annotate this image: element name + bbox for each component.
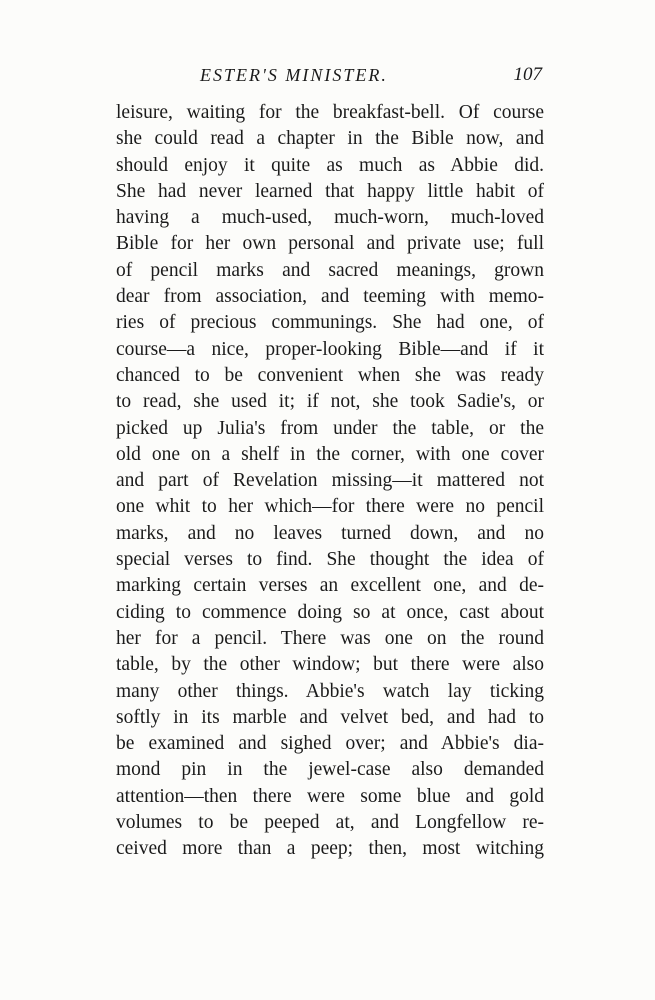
- text-line: to read, she used it; if not, she took Sadie's, or: [116, 391, 544, 413]
- text-line: leisure, waiting for the breakfast-bell. Of course: [116, 102, 544, 123]
- text-line: one whit to her which—for there were no pencil: [116, 496, 544, 518]
- text-line: her for a pencil. There was one on the round: [116, 627, 544, 649]
- text-line: ries of precious communings. She had one, of: [116, 312, 544, 334]
- page-number: 107: [513, 64, 542, 85]
- text-line: picked up Julia's from under the table, or the: [116, 417, 544, 439]
- text-line: marks, and no leaves turned down, and no: [116, 522, 544, 544]
- text-line: should enjoy it quite as much as Abbie did.: [116, 154, 544, 176]
- text-line: table, by the other window; but there were also: [116, 654, 544, 676]
- text-line: ceived more than a peep; then, most witching: [116, 838, 544, 860]
- text-line: chanced to be convenient when she was ready: [116, 364, 544, 386]
- running-title: ESTER'S MINISTER.: [200, 65, 388, 85]
- page-header: [116, 62, 544, 88]
- text-line: and part of Revelation missing—it mattered not: [116, 470, 544, 492]
- text-line: She had never learned that happy little habit of: [116, 180, 544, 202]
- text-line: ciding to commence doing so at once, cast about: [116, 601, 544, 623]
- text-line: Bible for her own personal and private use; full: [116, 233, 544, 255]
- text-line: she could read a chapter in the Bible now, and: [116, 128, 544, 150]
- text-line: of pencil marks and sacred meanings, grown: [116, 259, 544, 281]
- text-line: having a much-used, much-worn, much-loved: [116, 207, 544, 229]
- text-line: attention—then there were some blue and gold: [116, 785, 544, 807]
- text-line: special verses to find. She thought the idea of: [116, 549, 544, 571]
- text-line: be examined and sighed over; and Abbie's dia-: [116, 733, 544, 755]
- text-line: course—a nice, proper-looking Bible—and if it: [116, 338, 544, 360]
- text-line: mond pin in the jewel-case also demanded: [116, 759, 544, 781]
- text-line: many other things. Abbie's watch lay ticking: [116, 680, 544, 702]
- body-text: [116, 100, 544, 863]
- text-line: volumes to be peeped at, and Longfellow re-: [116, 812, 544, 834]
- text-line: softly in its marble and velvet bed, and had to: [116, 706, 544, 728]
- text-line: old one on a shelf in the corner, with one cover: [116, 443, 544, 465]
- text-line: marking certain verses an excellent one, and de-: [116, 575, 544, 597]
- text-line: dear from association, and teeming with memo-: [116, 286, 544, 308]
